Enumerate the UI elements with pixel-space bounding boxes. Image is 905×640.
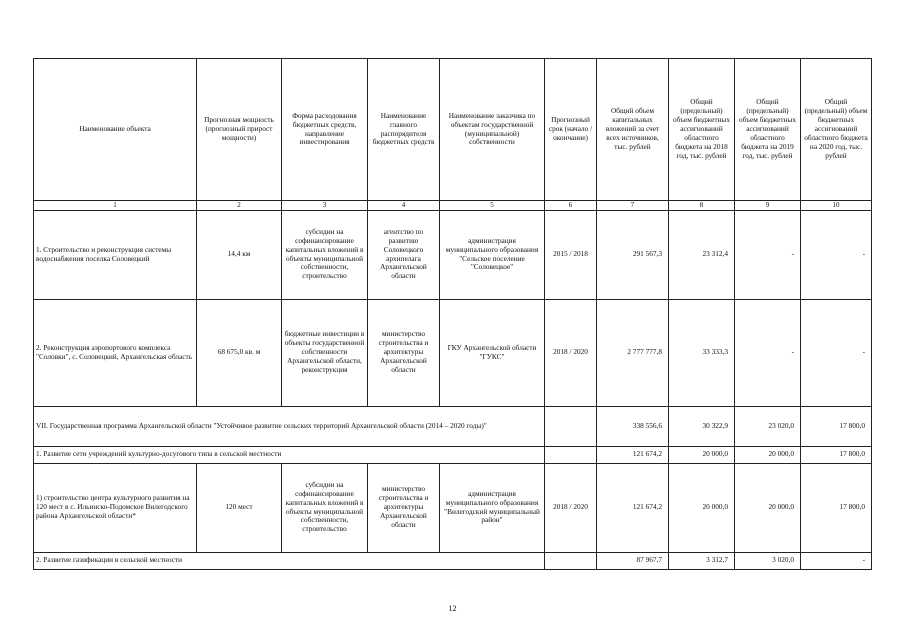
column-number-row xyxy=(34,201,872,211)
term-cell: 2018 / 2020 xyxy=(545,463,597,552)
budget-2018-cell: 20 000,0 xyxy=(669,446,735,463)
term-cell: 2018 / 2020 xyxy=(545,299,597,406)
table-row xyxy=(34,552,872,569)
empty-cell xyxy=(545,446,597,463)
term-cell: 2015 / 2018 xyxy=(545,210,597,299)
total-investment-cell: 87 967,7 xyxy=(597,552,669,569)
header-capacity: Прогнозная мощность (прогнозный прирост мощности) xyxy=(197,59,282,201)
capacity-cell: 14,4 км xyxy=(197,210,282,299)
empty-cell xyxy=(545,406,597,446)
column-number: 1 xyxy=(34,201,197,211)
column-number: 9 xyxy=(735,201,801,211)
column-number: 10 xyxy=(801,201,872,211)
budget-2019-cell: 20 000,0 xyxy=(735,446,801,463)
column-number: 7 xyxy=(597,201,669,211)
budget-2020-cell: - xyxy=(801,210,872,299)
object-name-cell: 1) строительство центра культурного развития на 120 мест в с. Ильинско-Подомское Вилегодского района Архангельской области* xyxy=(34,463,197,552)
table-row xyxy=(34,463,872,552)
customer-cell: администрация муниципального образования "Сельское поселение "Соловецкое" xyxy=(440,210,545,299)
customer-cell: администрация муниципального образования "Вилегодский муниципальный район" xyxy=(440,463,545,552)
table-row xyxy=(34,299,872,406)
budget-2018-cell: 33 333,3 xyxy=(669,299,735,406)
header-expense-form: Форма расходования бюджетных средств, направление инвестирования xyxy=(282,59,368,201)
header-budget-2019: Общий (предельный) объем бюджетных ассигнований областного бюджета на 2019 год, тыс. рублей xyxy=(735,59,801,201)
section-title-cell: 2. Развитие газификации в сельской местности xyxy=(34,552,545,569)
total-investment-cell: 338 556,6 xyxy=(597,406,669,446)
column-number: 8 xyxy=(669,201,735,211)
header-object-name: Наименование объекта xyxy=(34,59,197,201)
budget-2020-cell: 17 800,0 xyxy=(801,446,872,463)
budget-2018-cell: 23 312,4 xyxy=(669,210,735,299)
header-budget-2020: Общий (предельный) объем бюджетных ассигнований областного бюджета на 2020 год, тыс. рублей xyxy=(801,59,872,201)
object-name-cell: 1. Строительство и реконструкция системы водоснабжения поселка Соловецкий xyxy=(34,210,197,299)
customer-cell: ГКУ Архангельской области "ГУКС" xyxy=(440,299,545,406)
column-number: 6 xyxy=(545,201,597,211)
expense-form-cell: субсидии на софинансирование капитальных вложений в объекты муниципальной собственности, строительство xyxy=(282,463,368,552)
column-number: 3 xyxy=(282,201,368,211)
budget-2020-cell: 17 800,0 xyxy=(801,406,872,446)
expense-form-cell: бюджетные инвестиции в объекты государственной собственности Архангельской области, реконструкция xyxy=(282,299,368,406)
column-number: 2 xyxy=(197,201,282,211)
table-row xyxy=(34,210,872,299)
budget-2020-cell: - xyxy=(801,552,872,569)
table-header-row xyxy=(34,59,872,201)
capacity-cell: 68 675,0 кв. м xyxy=(197,299,282,406)
investment-table xyxy=(33,58,872,570)
total-investment-cell: 121 674,2 xyxy=(597,446,669,463)
capacity-cell: 120 мест xyxy=(197,463,282,552)
budget-2018-cell: 30 322,9 xyxy=(669,406,735,446)
expense-form-cell: субсидии на софинансирование капитальных вложений в объекты муниципальной собственности, строительство xyxy=(282,210,368,299)
column-number: 5 xyxy=(440,201,545,211)
empty-cell xyxy=(545,552,597,569)
budget-2019-cell: - xyxy=(735,299,801,406)
budget-2020-cell: 17 800,0 xyxy=(801,463,872,552)
budget-2020-cell: - xyxy=(801,299,872,406)
total-investment-cell: 291 567,3 xyxy=(597,210,669,299)
total-investment-cell: 2 777 777,8 xyxy=(597,299,669,406)
header-term: Прогнозный срок (начало / окончание) xyxy=(545,59,597,201)
column-number: 4 xyxy=(368,201,440,211)
budget-2018-cell: 3 312,7 xyxy=(669,552,735,569)
budget-2019-cell: 20 000,0 xyxy=(735,463,801,552)
header-customer: Наименование заказчика по объектам государственной (муниципальной) собственности xyxy=(440,59,545,201)
section-title-cell: 1. Развитие сети учреждений культурно-досугового типа в сельской местности xyxy=(34,446,545,463)
header-budget-2018: Общий (предельный) объем бюджетных ассигнований областного бюджета на 2018 год, тыс. рублей xyxy=(669,59,735,201)
total-investment-cell: 121 674,2 xyxy=(597,463,669,552)
budget-2019-cell: 3 020,0 xyxy=(735,552,801,569)
header-distributor: Наименование главного распорядителя бюджетных средств xyxy=(368,59,440,201)
budget-2018-cell: 20 000,0 xyxy=(669,463,735,552)
object-name-cell: 2. Реконструкция аэропортового комплекса "Соловки", с. Соловецкий, Архангельская область xyxy=(34,299,197,406)
header-total-investment: Общий объем капитальных вложений за счет всех источников, тыс. рублей xyxy=(597,59,669,201)
distributor-cell: министерство строительства и архитектуры Архангельской области xyxy=(368,463,440,552)
program-title-cell: VII. Государственная программа Архангельской области "Устойчивое развитие сельских территорий Архангельской области (2014 – 2020 годы)" xyxy=(34,406,545,446)
table-row xyxy=(34,406,872,446)
distributor-cell: агентство по развитию Соловецкого архипелага Архангельской области xyxy=(368,210,440,299)
distributor-cell: министерство строительства и архитектуры Архангельской области xyxy=(368,299,440,406)
budget-2019-cell: - xyxy=(735,210,801,299)
budget-2019-cell: 23 020,0 xyxy=(735,406,801,446)
page-number: 12 xyxy=(448,604,457,613)
table-row xyxy=(34,446,872,463)
